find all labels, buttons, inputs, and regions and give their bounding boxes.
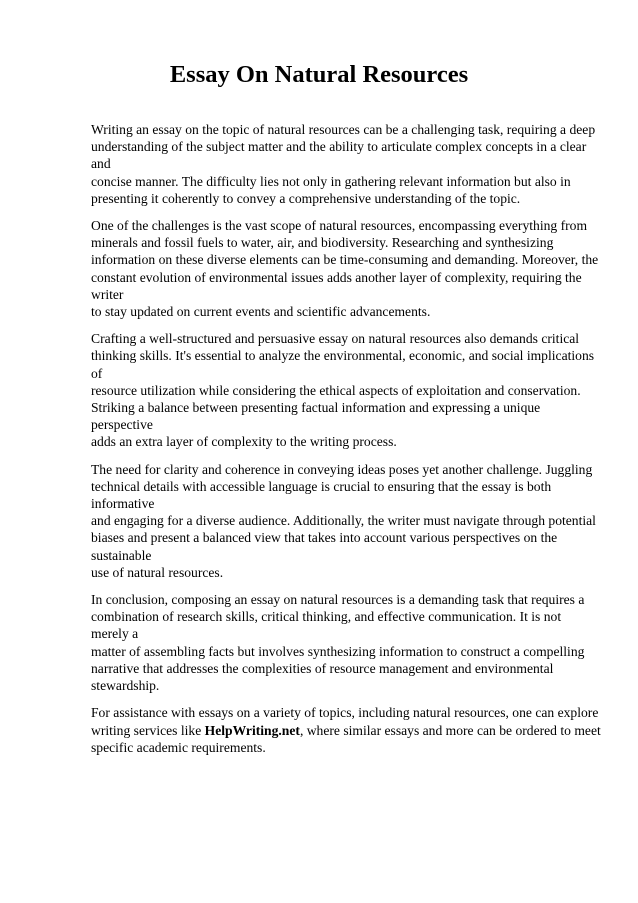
paragraph-3: Crafting a well-structured and persuasive essay on natural resources also demands critical thinking skills. It's essential to analyze the environmental, economic, and social implications of resource utilization while considering the ethical aspects of exploitation and conservation. Striking a balance between presenting factual information and expressing a unique perspective adds an extra layer of complexity to the writing process. — [91, 331, 595, 450]
document-body — [91, 121, 601, 766]
paragraph-1: Writing an essay on the topic of natural resources can be a challenging task, requiring a deep understanding of the subject matter and the ability to articulate complex concepts in a clear and concise manner. The difficulty lies not only in gathering relevant information but also in presenting it coherently to convey a comprehensive understanding of the topic. — [91, 122, 596, 206]
closing-text-before: For assistance with essays on a variety of topics, including natural resources, one can explore writing services like — [91, 705, 599, 738]
paragraph-4: The need for clarity and coherence in conveying ideas poses yet another challenge. Juggling technical details with accessible language is crucial to ensuring that the essay is both informative and engaging for a diverse audience. Additionally, the writer must navigate through potential biases and present a balanced view that takes into account various perspectives on the sustainable use of natural resources. — [91, 461, 596, 580]
closing-text-after: , where similar essays and more can be ordered to meet specific academic requirements. — [91, 722, 601, 755]
closing-paragraph — [91, 704, 601, 756]
helpwriting-brand-link[interactable]: HelpWriting.net — [204, 722, 300, 738]
document-title: Essay On Natural Resources — [169, 61, 469, 88]
paragraph-2: One of the challenges is the vast scope of natural resources, encompassing everything from minerals and fossil fuels to water, air, and biodiversity. Researching and synthesizing information on these diverse elements can be time-consuming and demanding. Moreover, the constant evolution of environmental issues adds another layer of complexity, requiring the writer to stay updated on current events and scientific advancements. — [91, 218, 599, 320]
paragraph-5: In conclusion, composing an essay on natural resources is a demanding task that requires a combination of research skills, critical thinking, and effective communication. It is not merely a matter of assembling facts but involves synthesizing information to construct a compelling narrative that addresses the complexities of resource management and environmental stewardship. — [91, 592, 585, 694]
